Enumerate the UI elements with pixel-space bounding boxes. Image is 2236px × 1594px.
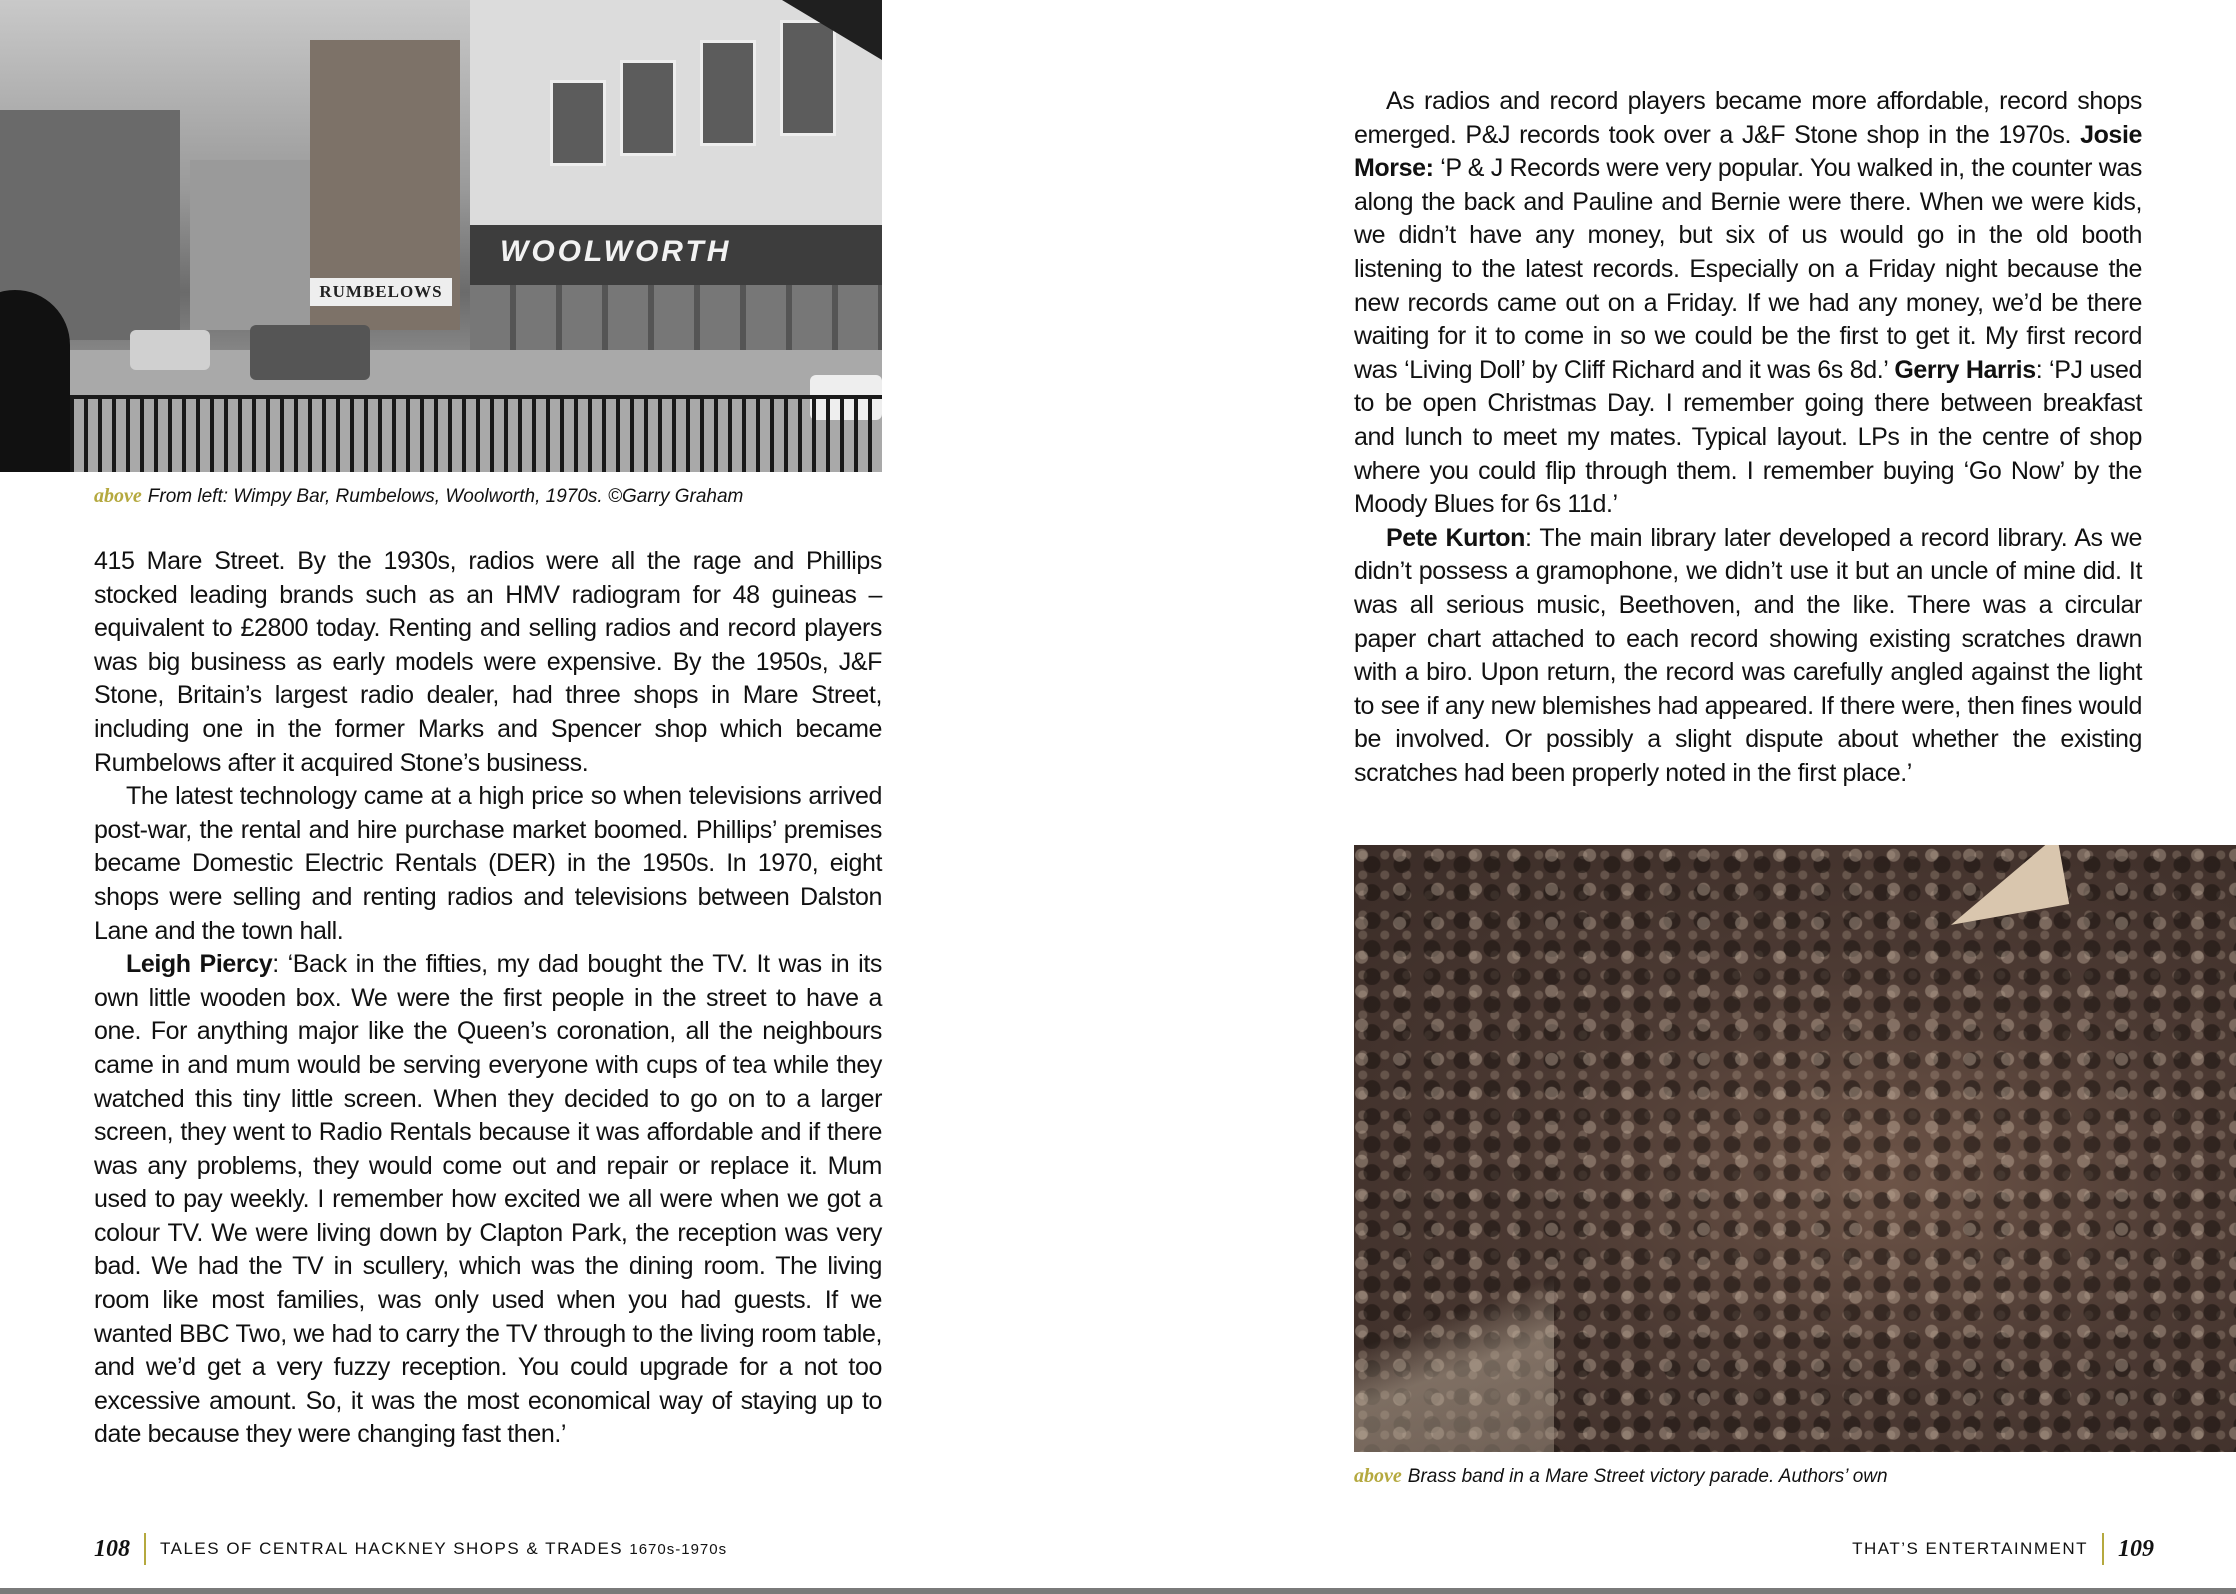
page-footer (1852, 1530, 2154, 1568)
photo-caption (94, 485, 743, 508)
paragraph-text: The latest technology came at a high price so when televisions arrived post-war, the rental and hire purchase market boomed. Phillips’ premises became Domestic Electric Rentals (DER) in the 1950s. In 1970, eight shops were selling and renting radios and televisions between Dalston Lane and the town hall. (94, 782, 882, 945)
paragraph-text: ‘P & J Records were very popular. You walked in, the counter was along the back and Pauline and Bernie were there. When we were kids, we didn’t have any money, but six of us would go in the old booth listening to the latest records. Especially on a Friday night because the new records came out on a Friday. If we had any money, we’d be there waiting for it to come in so we could be the first to get it. My first record was ‘Living Doll’ by Cliff Richard and it was 6s 8d.’ (1354, 154, 2142, 384)
paragraph (94, 948, 882, 1452)
paragraph-text: : ‘PJ used to be open Christmas Day. I remember going there between breakfast and lunch to meet my mates. Typical layout. LPs in the centre of shop where you could flip through them. I remember buying ‘Go Now’ by the Moody Blues for 6s 11d.’ (1354, 355, 2143, 519)
body-text-left (94, 545, 882, 1452)
dark-corner (782, 0, 882, 60)
woolworth-street-photo (0, 0, 882, 472)
wimpy-building (190, 160, 310, 330)
paragraph-text: As radios and record players became more affordable, record shops emerged. P&J records took over a J&F Stone shop in the 1970s. (1354, 87, 2142, 149)
paragraph-text: : ‘Back in the fifties, my dad bought the TV. It was in its own little wooden box. We were the first people in the street to have a one. For anything major like the Queen’s coronation, all the neighbours came in and mum would be serving everyone with cups of tea while they watched this tiny little screen. When they decided to go on to a larger screen, they went to Radio Rentals because it was affordable and if there was any problems, they would come out and repair or replace it. Mum used to pay weekly. I remember how excited we all were when we got a colour TV. We were living down by Clapton Park, the reception was very bad. We had the TV in scullery, which was the dining room. The living room like most families, was only used when you had guests. If we wanted BBC Two, we had to carry the TV through to the living room table, and we’d get a very fuzzy reception. You could upgrade for a not too excessive amount. So, it was the most economical way of staying up to date because they were changing fast then.’ (94, 950, 882, 1449)
photo-caption (1354, 1465, 1888, 1488)
right-page (1118, 0, 2236, 1588)
caption-keyword: above (1354, 1465, 1402, 1487)
page-footer (94, 1530, 727, 1568)
window (550, 80, 606, 166)
brass-band-parade-photo (1354, 845, 2236, 1452)
speaker-name: Gerry Harris (1894, 355, 2036, 384)
speaker-name: Leigh Piercy (126, 950, 273, 979)
van (250, 325, 370, 380)
paragraph-text: 415 Mare Street. By the 1930s, radios were all the rage and Phillips stocked leading brands such as an HMV radiogram for 48 guineas – equivalent to £2800 today. Renting and selling radios and record players was big business as early models were expensive. By the 1950s, J&F Stone, Britain’s largest radio dealer, had three shops in Mare Street, including one in the former Marks and Spencer shop which became Rumbelows after it acquired Stone’s business. (94, 547, 882, 777)
window (700, 40, 756, 146)
paragraph (94, 780, 882, 948)
caption-text: Brass band in a Mare Street victory parade. Authors’ own (1407, 1466, 1888, 1487)
body-text-right (1354, 85, 2142, 790)
page-number: 108 (94, 1535, 130, 1562)
running-head-dates: 1670s-1970s (629, 1541, 728, 1558)
caption-text: From left: Wimpy Bar, Rumbelows, Woolworth, 1970s. ©Garry Graham (147, 486, 744, 507)
running-head-title: TALES OF CENTRAL HACKNEY SHOPS & TRADES (160, 1539, 624, 1558)
van (130, 330, 210, 370)
paragraph (1354, 522, 2142, 791)
rumbelows-sign: RUMBELOWS (310, 278, 452, 306)
railing (0, 395, 882, 472)
foreground-figure (0, 290, 70, 472)
woolworth-sign: WOOLWORTH (500, 235, 732, 268)
street-highlight (1354, 1232, 1554, 1452)
footer-rule (2102, 1533, 2104, 1565)
paragraph (1354, 85, 2142, 522)
speaker-name: Josie Morse: (1354, 120, 2142, 183)
running-head: THAT’S ENTERTAINMENT (1852, 1539, 2088, 1558)
running-head (160, 1539, 727, 1559)
speaker-name: Pete Kurton (1386, 523, 1525, 552)
paragraph (94, 545, 882, 780)
footer-rule (144, 1533, 146, 1565)
viewer-bottom-bar (0, 1588, 2236, 1594)
left-page (0, 0, 1118, 1588)
caption-keyword: above (94, 485, 142, 507)
paragraph-text: : The main library later developed a record library. As we didn’t possess a gramophone, we didn’t use it but an uncle of mine did. It was all serious music, Beethoven, and the like. There was a circular paper chart attached to each record showing existing scratches drawn with a biro. Upon return, the record was carefully angled against the light to see if any new blemishes had appeared. If there were, then fines would be involved. Or possibly a slight dispute about whether the existing scratches had been properly noted in the first place.’ (1354, 523, 2142, 787)
window (620, 60, 676, 156)
page-number: 109 (2118, 1535, 2154, 1562)
